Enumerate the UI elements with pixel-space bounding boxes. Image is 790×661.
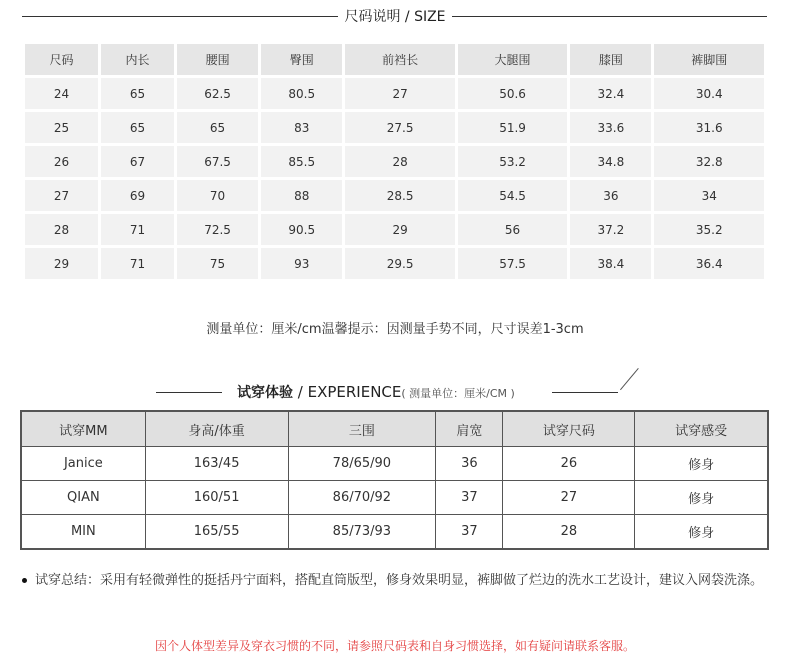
size-table-cell: 31.6 bbox=[654, 112, 764, 143]
size-table-row bbox=[25, 180, 764, 211]
size-table-cell: 27 bbox=[25, 180, 98, 211]
experience-table-header-cell: 试穿MM bbox=[21, 411, 145, 447]
fitting-summary-text: 试穿总结：采用有轻微弹性的挺括丹宁面料，搭配直筒版型，修身效果明显，裤脚做了烂边的洗水工艺设计，建议入网袋洗涤。 bbox=[35, 573, 764, 588]
size-table-cell: 51.9 bbox=[458, 112, 567, 143]
size-table bbox=[22, 41, 767, 282]
experience-table-cell: Janice bbox=[21, 447, 145, 481]
experience-unit-note: ( 测量单位：厘米/CM ) bbox=[401, 387, 515, 400]
size-table-cell: 38.4 bbox=[570, 248, 651, 279]
size-table-header-cell: 内长 bbox=[101, 44, 174, 75]
size-table-header-cell: 大腿围 bbox=[458, 44, 567, 75]
size-table-row bbox=[25, 146, 764, 177]
size-table-cell: 83 bbox=[261, 112, 342, 143]
experience-table-cell: QIAN bbox=[21, 481, 145, 515]
experience-title-en: / EXPERIENCE bbox=[293, 383, 402, 401]
size-table-cell: 88 bbox=[261, 180, 342, 211]
size-table-header-cell: 臀围 bbox=[261, 44, 342, 75]
size-table-cell: 28 bbox=[345, 146, 454, 177]
size-section-title: 尺码说明 / SIZE bbox=[0, 6, 790, 26]
size-table-cell: 85.5 bbox=[261, 146, 342, 177]
experience-table-row bbox=[21, 515, 768, 550]
size-table-cell: 93 bbox=[261, 248, 342, 279]
size-table-cell: 62.5 bbox=[177, 78, 258, 109]
experience-table-row bbox=[21, 481, 768, 515]
size-table-row bbox=[25, 214, 764, 245]
size-table-row bbox=[25, 78, 764, 109]
bullet-icon bbox=[22, 578, 27, 583]
size-table-cell: 70 bbox=[177, 180, 258, 211]
size-table-row bbox=[25, 112, 764, 143]
experience-title-cn: 试穿体验 bbox=[237, 385, 293, 401]
size-table-cell: 50.6 bbox=[458, 78, 567, 109]
experience-table-header-row bbox=[21, 411, 768, 447]
size-table-cell: 26 bbox=[25, 146, 98, 177]
fitting-summary bbox=[20, 560, 770, 601]
experience-table-row bbox=[21, 447, 768, 481]
experience-table-cell: 26 bbox=[503, 447, 635, 481]
size-table-cell: 32.4 bbox=[570, 78, 651, 109]
size-table-cell: 67.5 bbox=[177, 146, 258, 177]
experience-title-line-right bbox=[552, 392, 618, 393]
experience-table-cell: 27 bbox=[503, 481, 635, 515]
size-table-cell: 36 bbox=[570, 180, 651, 211]
size-table-cell: 67 bbox=[101, 146, 174, 177]
experience-table-header-cell: 试穿感受 bbox=[635, 411, 768, 447]
experience-table-cell: 78/65/90 bbox=[288, 447, 436, 481]
experience-table bbox=[20, 410, 769, 550]
experience-table-cell: 修身 bbox=[635, 515, 768, 550]
experience-title-line-left bbox=[156, 392, 222, 393]
experience-table-cell: 160/51 bbox=[145, 481, 288, 515]
size-table-cell: 72.5 bbox=[177, 214, 258, 245]
size-table-cell: 32.8 bbox=[654, 146, 764, 177]
size-table-header-cell: 前裆长 bbox=[345, 44, 454, 75]
experience-table-cell: 36 bbox=[436, 447, 503, 481]
experience-table-header-cell: 三围 bbox=[288, 411, 436, 447]
experience-section-title bbox=[237, 382, 515, 402]
size-table-cell: 35.2 bbox=[654, 214, 764, 245]
size-table-cell: 65 bbox=[177, 112, 258, 143]
size-table-header-cell: 尺码 bbox=[25, 44, 98, 75]
size-table-cell: 27 bbox=[345, 78, 454, 109]
size-table-cell: 29 bbox=[25, 248, 98, 279]
experience-table-cell: 37 bbox=[436, 515, 503, 550]
size-table-cell: 56 bbox=[458, 214, 567, 245]
size-table-cell: 29.5 bbox=[345, 248, 454, 279]
size-table-cell: 71 bbox=[101, 214, 174, 245]
experience-table-cell: 28 bbox=[503, 515, 635, 550]
size-table-cell: 75 bbox=[177, 248, 258, 279]
size-table-cell: 28.5 bbox=[345, 180, 454, 211]
disclaimer-footnote: 因个人体型差异及穿衣习惯的不同，请参照尺码表和自身习惯选择，如有疑问请联系客服。 bbox=[154, 639, 635, 653]
experience-table-cell: 165/55 bbox=[145, 515, 288, 550]
experience-table-cell: 85/73/93 bbox=[288, 515, 436, 550]
size-table-cell: 54.5 bbox=[458, 180, 567, 211]
size-table-cell: 29 bbox=[345, 214, 454, 245]
size-table-cell: 36.4 bbox=[654, 248, 764, 279]
experience-table-cell: 修身 bbox=[635, 481, 768, 515]
size-table-header-cell: 膝围 bbox=[570, 44, 651, 75]
experience-table-header-cell: 试穿尺码 bbox=[503, 411, 635, 447]
experience-table-header-cell: 身高/体重 bbox=[145, 411, 288, 447]
size-table-header-cell: 裤脚围 bbox=[654, 44, 764, 75]
size-table-cell: 28 bbox=[25, 214, 98, 245]
size-table-cell: 34 bbox=[654, 180, 764, 211]
size-table-cell: 34.8 bbox=[570, 146, 651, 177]
size-table-cell: 69 bbox=[101, 180, 174, 211]
size-table-header-cell: 腰围 bbox=[177, 44, 258, 75]
experience-table-header-cell: 肩宽 bbox=[436, 411, 503, 447]
experience-table-cell: 86/70/92 bbox=[288, 481, 436, 515]
size-table-cell: 65 bbox=[101, 112, 174, 143]
measurement-note: 测量单位：厘米/cm温馨提示：因测量手势不同，尺寸误差1-3cm bbox=[206, 322, 584, 337]
slash-decoration bbox=[620, 368, 639, 390]
size-table-cell: 65 bbox=[101, 78, 174, 109]
experience-table-cell: 修身 bbox=[635, 447, 768, 481]
size-table-cell: 53.2 bbox=[458, 146, 567, 177]
experience-table-cell: 37 bbox=[436, 481, 503, 515]
size-table-cell: 24 bbox=[25, 78, 98, 109]
size-table-cell: 90.5 bbox=[261, 214, 342, 245]
size-table-cell: 25 bbox=[25, 112, 98, 143]
size-table-cell: 27.5 bbox=[345, 112, 454, 143]
size-table-header-row bbox=[25, 44, 764, 75]
size-table-cell: 30.4 bbox=[654, 78, 764, 109]
size-table-cell: 57.5 bbox=[458, 248, 567, 279]
size-table-cell: 80.5 bbox=[261, 78, 342, 109]
size-table-row bbox=[25, 248, 764, 279]
size-table-cell: 37.2 bbox=[570, 214, 651, 245]
experience-table-cell: MIN bbox=[21, 515, 145, 550]
experience-table-cell: 163/45 bbox=[145, 447, 288, 481]
size-table-cell: 33.6 bbox=[570, 112, 651, 143]
size-table-cell: 71 bbox=[101, 248, 174, 279]
